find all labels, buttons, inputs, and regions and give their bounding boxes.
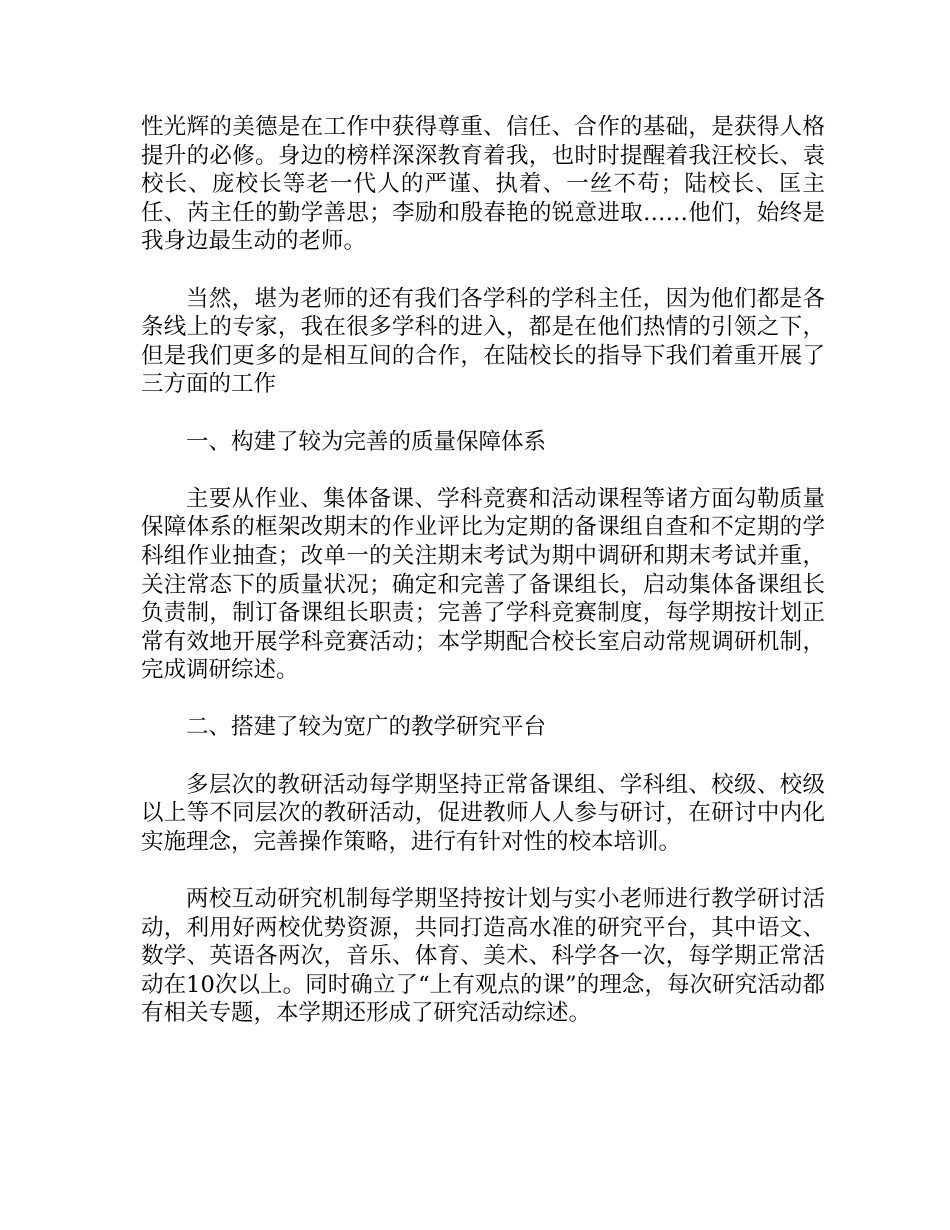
paragraph-2: 当然，堪为老师的还有我们各学科的学科主任，因为他们都是各条线上的专家，我在很多学科的进入，都是在他们热情的引领之下，但是我们更多的是相互间的合作，在陆校长的指导下我们着重开展了三方面的工作 [141,285,825,398]
paragraph-3: 主要从作业、集体备课、学科竞赛和活动课程等诸方面勾勒质量保障体系的框架改期末的作业评比为定期的备课组自查和不定期的学科组作业抽查；改单一的关注期末考试为期中调研和期末考试并重，关注常态下的质量状况；确定和完善了备课组长，启动集体备课组长负责制，制订备课组长职责；完善了学科竞赛制度，每学期按计划正常有效地开展学科竞赛活动；本学期配合校长室启动常规调研机制，完成调研综述。 [141,485,825,684]
section-heading-1: 一、构建了较为完善的质量保障体系 [186,428,547,455]
paragraph-4: 多层次的教研活动每学期坚持正常备课组、学科组、校级、校级以上等不同层次的教研活动，促进教师人人参与研讨，在研讨中内化实施理念，完善操作策略，进行有针对性的校本培训。 [141,771,825,855]
paragraph-5: 两校互动研究机制每学期坚持按计划与实小老师进行教学研讨活动，利用好两校优势资源，共同打造高水准的研究平台，其中语文、数学、英语各两次，音乐、体育、美术、科学各一次，每学期正常活动在10次以上。同时确立了“上有观点的课”的理念，每次研究活动都有相关专题，本学期还形成了研究活动综述。 [141,886,825,1027]
section-heading-2: 二、搭建了较为宽广的教学研究平台 [186,714,547,741]
paragraph-1: 性光辉的美德是在工作中获得尊重、信任、合作的基础，是获得人格提升的必修。身边的榜样深深教育着我，也时时提醒着我汪校长、袁校长、庞校长等老一代人的严谨、执着、一丝不苟；陆校长、匡主任、芮主任的勤学善思；李励和殷春艳的锐意进取……他们，始终是我身边最生动的老师。 [141,114,825,255]
document-page [141,113,825,1057]
